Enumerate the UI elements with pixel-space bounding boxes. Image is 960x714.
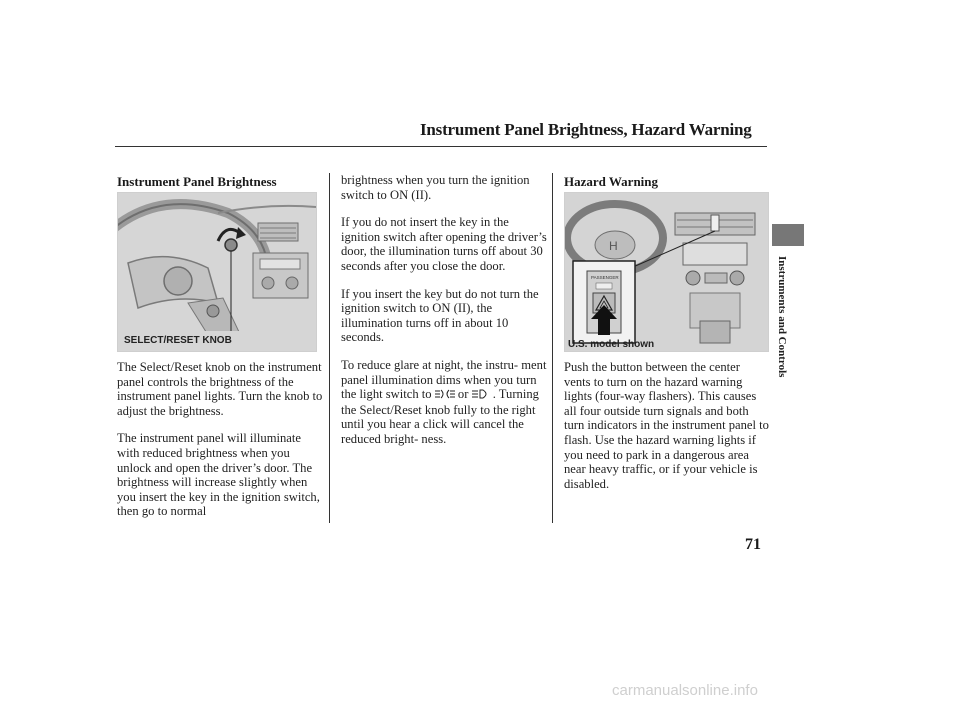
headlights-icon — [472, 388, 490, 403]
svg-text:H: H — [609, 239, 618, 253]
paragraph: The instrument panel will illuminate with reduced brightness when you unlock and open the driver’s door. The brightness will increase slightly when you insert the key in the ignition switch, then go to normal — [117, 431, 320, 519]
figure-caption-select-reset: SELECT/RESET KNOB — [124, 335, 232, 346]
glare-text-part1: To reduce glare at night, the instru- ment panel illumination dims when you turn the light switch to — [341, 357, 547, 402]
dashboard-knob-photo — [117, 192, 317, 352]
watermark: carmanualsonline.info — [612, 682, 758, 699]
section-tab-label: Instruments and Controls — [776, 256, 788, 378]
column-divider-right — [552, 173, 553, 523]
glare-text-part2: . Turning the Select/Reset knob fully to the right until you hear a click will cancel the reduced bright- ness. — [341, 387, 539, 446]
paragraph: brightness when you turn the ignition switch to ON (II). — [341, 173, 530, 202]
paragraph: Push the button between the center vents to turn on the hazard warning lights (four-way flashers). This causes all four outside turn signals and both turn indicators in the instrument panel to flash. Use the hazard warning lights if you need to park in a dangerous area near heavy traffic, or if your vehicle is disabled. — [564, 360, 769, 491]
figure-caption-us-model: U.S. model shown — [568, 339, 655, 350]
middle-column-text — [341, 173, 549, 459]
paragraph: If you do not insert the key in the ignition switch after opening the driver’s door, the illumination turns off about 30 seconds after you close the door. — [341, 215, 547, 273]
dashboard-knob-illustration — [118, 193, 316, 351]
page-number: 71 — [745, 536, 761, 553]
hazard-button-photo — [564, 192, 769, 352]
column-divider-left — [329, 173, 330, 523]
paragraph: If you insert the key but do not turn the ignition switch to ON (II), the illumination turns off in about 10 seconds. — [341, 286, 539, 345]
glare-or: or — [457, 387, 469, 402]
page-title: Instrument Panel Brightness, Hazard Warning — [420, 120, 752, 139]
section-tab-marker — [772, 224, 804, 246]
paragraph: The Select/Reset knob on the instrument panel controls the brightness of the instrument panel lights. Turn the knob to adjust the brightness. — [117, 360, 323, 418]
right-column-text — [564, 360, 769, 504]
paragraph-glare — [341, 358, 549, 446]
left-column-text — [117, 360, 325, 532]
hazard-dashboard-illustration — [565, 193, 768, 351]
svg-text:PASSENGER: PASSENGER — [591, 275, 619, 280]
title-rule — [115, 146, 767, 147]
section-heading-hazard: Hazard Warning — [564, 174, 659, 189]
section-heading-brightness: Instrument Panel Brightness — [117, 174, 277, 189]
parking-lights-icon — [435, 388, 455, 403]
